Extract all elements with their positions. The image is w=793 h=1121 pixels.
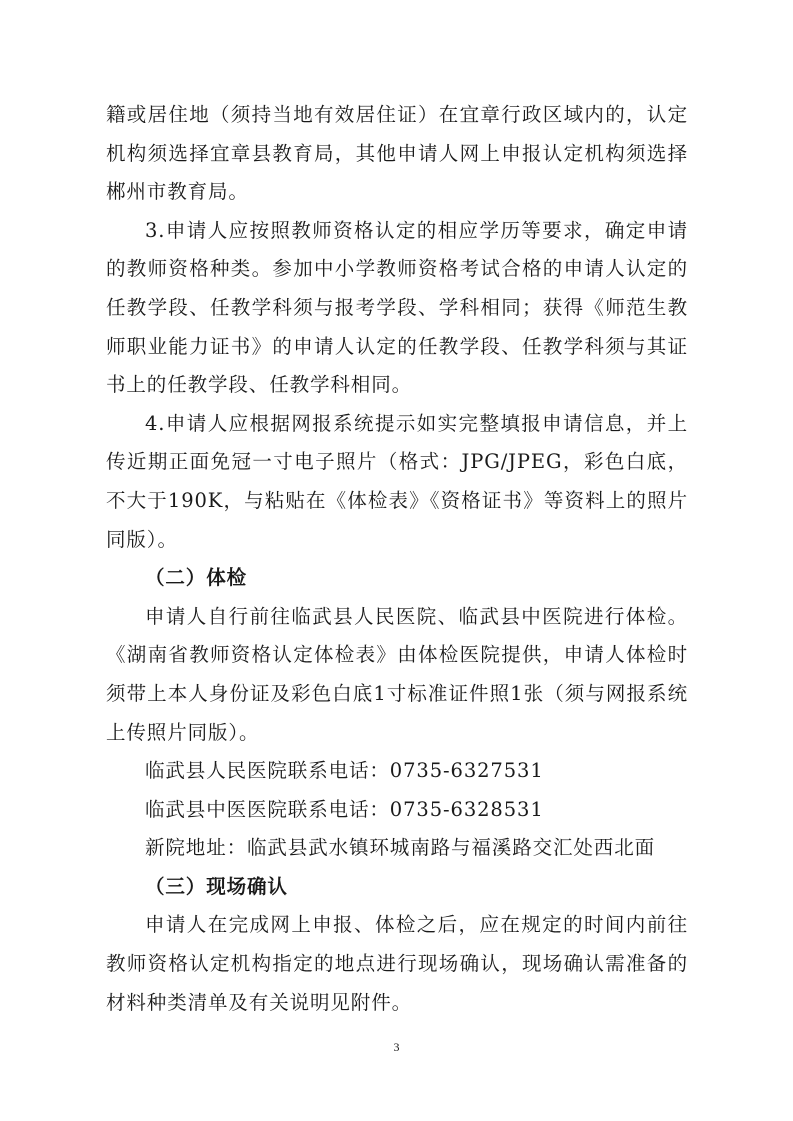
page-number: 3 bbox=[393, 1040, 400, 1054]
hospital-address: 新院地址：临武县武水镇环城南路与福溪路交汇处西北面 bbox=[145, 836, 656, 860]
paragraph-item-3: 3.申请人应按照教师资格认定的相应学历等要求，确定申请的教师资格种类。参加中小学教师资格考试合格的申请人认定的任教学段、任教学科须与报考学段、学科相同；获得《师范生教师职业能力证书》的申请人认定的任教学段、任教学科须与其证书上的任教学段、任教学科相同。 bbox=[106, 218, 688, 397]
paragraph-physical-exam: 申请人自行前往临武县人民医院、临武县中医院进行体检。《湖南省教师资格认定体检表》由体检医院提供，申请人体检时须带上本人身份证及彩色白底1寸标准证件照1张（须与网报系统上传照片同版）。 bbox=[106, 604, 688, 744]
section-heading-physical-exam: （二）体检 bbox=[145, 566, 248, 590]
section-heading-onsite-confirmation: （三）现场确认 bbox=[145, 874, 288, 898]
contact-tcm-hospital: 临武县中医医院联系电话：0735-6328531 bbox=[145, 797, 544, 821]
document-body bbox=[106, 96, 688, 1022]
paragraph-residence-continuation: 籍或居住地（须持当地有效居住证）在宜章行政区域内的，认定机构须选择宜章县教育局，其他申请人网上申报认定机构须选择郴州市教育局。 bbox=[106, 103, 688, 204]
paragraph-item-4: 4.申请人应根据网报系统提示如实完整填报申请信息，并上传近期正面免冠一寸电子照片（格式：JPG/JPEG，彩色白底，不大于190K，与粘贴在《体检表》《资格证书》等资料上的照片同版）。 bbox=[106, 411, 688, 551]
contact-people-hospital: 临武县人民医院联系电话：0735-6327531 bbox=[145, 759, 544, 783]
paragraph-onsite-confirmation: 申请人在完成网上申报、体检之后，应在规定的时间内前往教师资格认定机构指定的地点进行现场确认，现场确认需准备的材料种类清单及有关说明见附件。 bbox=[106, 913, 688, 1014]
